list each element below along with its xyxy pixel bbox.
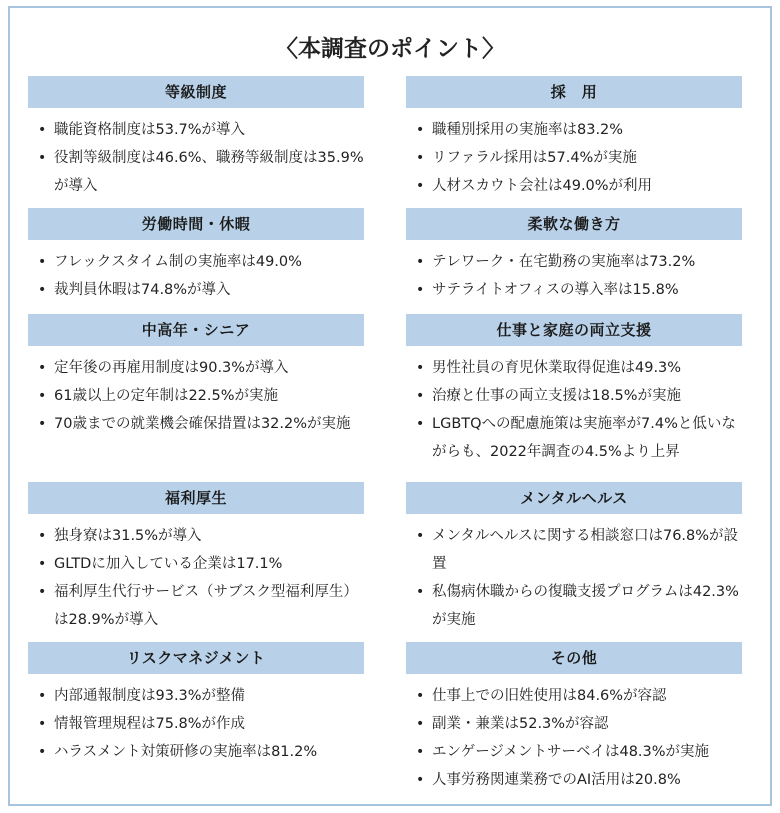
list-item: • 61歳以上の定年制は22.5%が実施 [28,382,364,410]
section-flexible-work [406,208,742,304]
list-item: • 情報管理規程は75.8%が作成 [28,710,364,738]
list-item: • 職能資格制度は53.7%が導入 [28,116,364,144]
list-item: • 治療と仕事の両立支援は18.5%が実施 [406,382,742,410]
list-item: • 福利厚生代行サービス（サブスク型福利厚生）は28.9%が導入 [28,578,364,634]
list-item: • メンタルヘルスに関する相談窓口は76.8%が設置 [406,522,742,578]
section-heading: 福利厚生 [28,482,364,514]
list-item: • LGBTQへの配慮施策は実施率が7.4%と低いながらも、2022年調査の4.5%より上昇 [406,410,742,466]
list-item: • 職種別採用の実施率は83.2% [406,116,742,144]
list-item: • 仕事上での旧姓使用は84.6%が容認 [406,682,742,710]
section-heading: 仕事と家庭の両立支援 [406,314,742,346]
list-item: • 内部通報制度は93.3%が整備 [28,682,364,710]
section-work-family [406,314,742,466]
section-list [406,248,742,304]
section-recruitment [406,76,742,200]
page-title: 〈本調査のポイント〉 [275,36,505,62]
list-item: • 人材スカウト会社は49.0%が利用 [406,172,742,200]
list-item: • 裁判員休暇は74.8%が導入 [28,276,364,304]
section-working-hours [28,208,364,304]
section-heading: 柔軟な働き方 [406,208,742,240]
section-grade-system [28,76,364,200]
section-list [28,354,364,438]
section-heading: メンタルヘルス [406,482,742,514]
section-heading: その他 [406,642,742,674]
list-item: • ハラスメント対策研修の実施率は81.2% [28,738,364,766]
section-list [28,116,364,200]
section-other [406,642,742,794]
section-list [406,116,742,200]
list-item: • サテライトオフィスの導入率は15.8% [406,276,742,304]
section-list [406,354,742,466]
section-senior [28,314,364,438]
section-heading: 労働時間・休暇 [28,208,364,240]
section-list [28,248,364,304]
section-list [28,682,364,766]
list-item: • 独身寮は31.5%が導入 [28,522,364,550]
section-heading: 採 用 [406,76,742,108]
section-list [406,682,742,794]
section-heading: 等級制度 [28,76,364,108]
list-item: • フレックスタイム制の実施率は49.0% [28,248,364,276]
list-item: • エンゲージメントサーベイは48.3%が実施 [406,738,742,766]
section-list [406,522,742,634]
section-welfare [28,482,364,634]
list-item: • 男性社員の育児休業取得促進は49.3% [406,354,742,382]
list-item: • 人事労務関連業務でのAI活用は20.8% [406,766,742,794]
section-list [28,522,364,634]
list-item: • リファラル採用は57.4%が実施 [406,144,742,172]
section-mental-health [406,482,742,634]
section-risk-management [28,642,364,766]
list-item: • 70歳までの就業機会確保措置は32.2%が実施 [28,410,364,438]
list-item: • 役割等級制度は46.6%、職務等級制度は35.9%が導入 [28,144,364,200]
section-heading: リスクマネジメント [28,642,364,674]
list-item: • 副業・兼業は52.3%が容認 [406,710,742,738]
list-item: • テレワーク・在宅勤務の実施率は73.2% [406,248,742,276]
list-item: • 私傷病休職からの復職支援プログラムは42.3%が実施 [406,578,742,634]
list-item: • GLTDに加入している企業は17.1% [28,550,364,578]
list-item: • 定年後の再雇用制度は90.3%が導入 [28,354,364,382]
section-heading: 中高年・シニア [28,314,364,346]
